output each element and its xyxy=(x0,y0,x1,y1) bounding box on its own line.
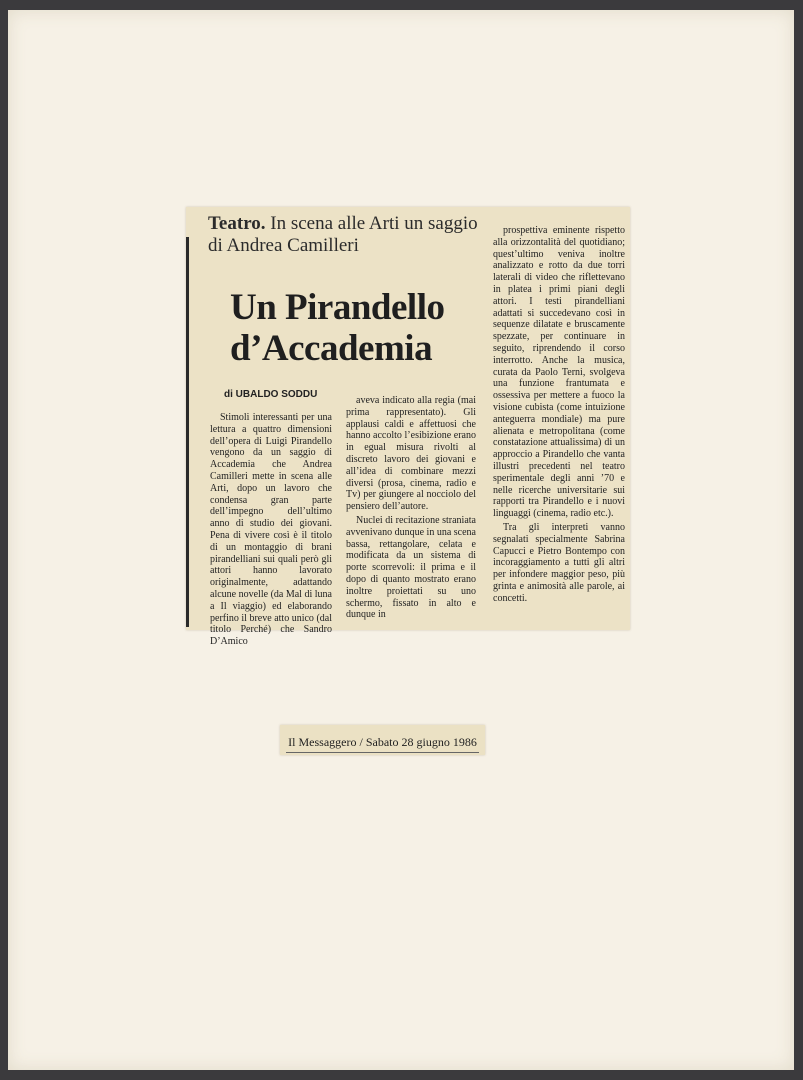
paragraph: Stimoli interessanti per una lettura a quattro dimensioni dell’opera di Luigi Pirandello vengono da un saggio di Accademia che Andrea Camilleri mette in scena alle Arti, dopo un lavoro che condensa gran parte dell’impegno dell’ultimo anno di studio dei giovani. Pena di vivere così è il titolo di un montaggio di brani pirandelliani sui quali però gli attori hanno lavorato originalmente, adattando alcune novelle (da Mal di luna a Il viaggio) ed elaborando perfino il breve atto unico (dal titolo Perché) che Sandro D’Amico xyxy=(210,412,332,648)
source-label-text: Il Messaggero / Sabato 28 giugno 1986 xyxy=(288,735,477,749)
headline-line-2: d’Accademia xyxy=(230,328,433,369)
column-rule xyxy=(186,237,189,627)
headline-line-1: Un Pirandello xyxy=(230,287,445,328)
article-column-3 xyxy=(493,225,625,605)
article-column-1 xyxy=(210,412,332,648)
article-column-2 xyxy=(346,395,476,621)
kicker-section: Teatro. xyxy=(208,213,266,234)
paragraph: Nuclei di recitazione straniata avvenivano dunque in una scena bassa, rettangolare, celata e modificata da un sistema di porte scorrevoli: il prima e il dopo di quanto mostrato erano inoltre proiettati su uno schermo, fissato in alto e dunque in xyxy=(346,514,476,621)
paragraph: aveva indicato alla regia (mai prima rappresentato). Gli applausi caldi e affettuosi che hanno accolto l’esibizione erano in egual misura rivolti al discreto lavoro dei giovani e all’idea di combinare mezzi diversi (prosa, cinema, radio e Tv) per giungere al nocciolo del pensiero dell’autore. xyxy=(346,395,476,513)
paper-sheet xyxy=(8,10,794,1070)
source-label-underline xyxy=(286,752,479,753)
source-label xyxy=(280,725,485,755)
article-kicker xyxy=(208,213,488,257)
article-byline: di UBALDO SODDU xyxy=(224,389,318,400)
kicker-text: In scena alle Arti un saggio di Andrea Camilleri xyxy=(208,213,478,256)
paragraph: prospettiva eminente rispetto alla orizzontalità del quotidiano; quest’ultimo veniva inoltre analizzato e rotto da due torri laterali di video che riflettevano in platea i primi piani degli attori. I testi pirandelliani adattati si succedevano così in sequenze dilatate e bruscamente spezzate, per continuare in seguito, riprendendo il corso interrotto. Anche la musica, curata da Paolo Terni, svolgeva una funzione frantumata e ossessiva per mettere a fuoco la visione cubista (come intuizione anteguerra mondiale) ma pure alienata e metropolitana (come constatazione attualissima) di un approccio a Pirandello che vanta illustri precedenti nel teatro sperimentale degli anni ’70 e nelle ricerche universitarie sui rapporti tra Pirandello e i nuovi linguaggi (cinema, radio etc.). xyxy=(493,225,625,520)
article-headline xyxy=(230,287,470,369)
paragraph: Tra gli interpreti vanno segnalati specialmente Sabrina Capucci e Pietro Bontempo con incoraggiamento a tutti gli altri per infondere maggior peso, più grinta e animosità alle parole, ai concetti. xyxy=(493,521,625,604)
newspaper-clipping xyxy=(186,207,630,648)
